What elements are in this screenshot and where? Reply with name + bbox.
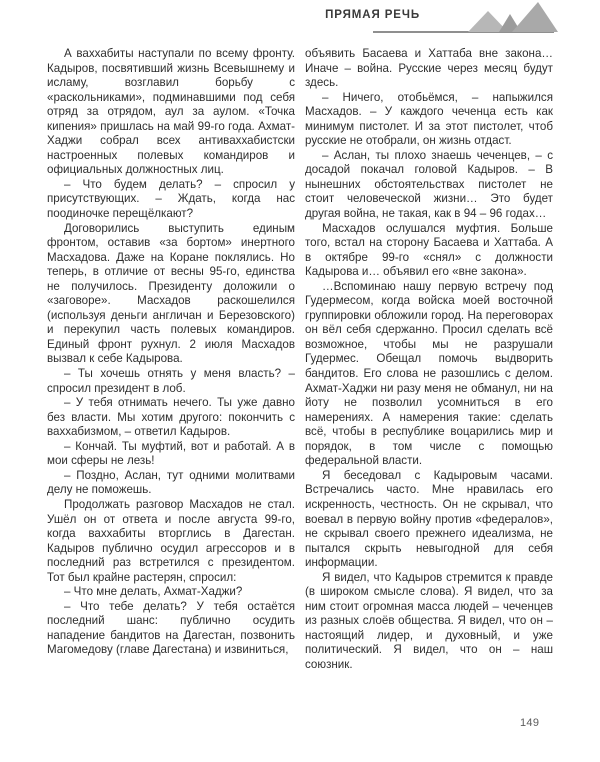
paragraph: – Кончай. Ты муфтий, вот и работай. А в мои сферы не лезь! <box>47 439 295 468</box>
paragraph: А ваххабиты наступали по всему фронту. Кадыров, посвятивший жизнь Всевышнему и исламу, возглавил борьбу с «раскольниками», подминавшими под себя отряд за отрядом, аул за аулом. «Точка кипения» пришлась на май 99-го года. Ахмат-Хаджи собрал всех антиваххабистски настроенных полевых командиров и официальных должностных лиц. <box>47 47 295 177</box>
paragraph: Договорились выступить единым фронтом, оставив «за бортом» инертного Масхадова. Даже на Коране поклялись. Но теперь, в отличие от весны 95-го, единства не получилось. Президенту доложили о «заговоре». Масхадов раскошелился (используя деньги англичан и Березовского) и перекупил часть полевых командиров. Единый фронт рухнул. 2 июля Масхадов вызвал к себе Кадырова. <box>47 221 295 366</box>
running-head-title: ПРЯМАЯ РЕЧЬ <box>325 9 420 21</box>
paragraph: – Что мне делать, Ахмат-Хаджи? <box>64 585 243 599</box>
paragraph: – Аслан, ты плохо знаешь чеченцев, – с досадой покачал головой Кадыров. – В нынешних обстоятельствах пистолет не стоит человеческой жизни… Это будет другая война, не такая, как в 94 – 96 годах… <box>305 148 553 221</box>
mountains-icon <box>466 2 558 32</box>
page-number: 149 <box>520 717 540 729</box>
paragraph: объявить Басаева и Хаттаба вне закона… Иначе – война. Русские через месяц будут здесь. <box>305 47 553 90</box>
running-head <box>0 0 600 40</box>
body-text-left-column <box>47 47 295 658</box>
paragraph: …Вспоминаю нашу первую встречу под Гудермесом, когда войска моей восточной группировки обложили город. На переговорах он вёл себя сдержанно. Просил сделать всё возможное, чтобы мы не разрушали Гудермес. Обещал помочь выдворить бандитов. Его слова не разошлись с делом. Ахмат-Хаджи ни разу меня не обманул, ни на йоту не позволил усомниться в его намерениях. А намерения такие: сделать всё, чтобы в республике воцарились мир и порядок, в том числе с помощью федеральной власти. <box>305 279 553 468</box>
paragraph: Я беседовал с Кадыровым часами. Встречались часто. Мне нравилась его искренность, честность. Он не скрывал, что воевал в первую войну против «федералов», не скрывал своего прежнего идеализма, не пытался скрыть невыгодной для себя информации. <box>305 468 553 570</box>
paragraph: Продолжать разговор Масхадов не стал. Ушёл он от ответа и после августа 99-го, когда ваххабиты вторглись в Дагестан. Кадыров публично осудил агрессоров и в последний раз встретился с президентом. Тот был крайне растерян, спросил: <box>47 497 295 584</box>
paragraph: – Что тебе делать? У тебя остаётся последний шанс: публично осудить нападение бандитов на Дагестан, позвонить Магомедову (главе Дагестана) и извиниться, <box>47 599 295 657</box>
paragraph: – У тебя отнимать нечего. Ты уже давно без власти. Мы хотим другого: покончить с ваххабизмом, – ответил Кадыров. <box>47 396 295 439</box>
paragraph: Масхадов ослушался муфтия. Больше того, встал на сторону Басаева и Хаттаба. А в октябре 99-го «снял» с должности Кадырова и… объявил его «вне закона». <box>305 221 553 279</box>
paragraph: – Ничего, отобьёмся, – напыжился Масхадов. – У каждого чеченца есть как минимум пистолет. И за этот пистолет, чтоб русские не отобрали, он жизнь отдаст. <box>305 90 553 148</box>
paragraph: Я видел, что Кадыров стремится к правде (в широком смысле слова). Я видел, что за ним стоит огромная масса людей – чеченцев из разных слоёв общества. Я видел, что он – настоящий лидер, и духовный, и уже политический. Я видел, что он – наш союзник. <box>305 570 553 671</box>
paragraph: – Что будем делать? – спросил у присутствующих. – Ждать, когда нас поодиночке перещёлкают? <box>47 177 295 221</box>
paragraph: – Поздно, Аслан, тут одними молитвами делу не поможешь. <box>47 468 295 497</box>
body-text-right-column <box>305 47 553 673</box>
paragraph: – Ты хочешь отнять у меня власть? – спросил президент в лоб. <box>47 367 295 395</box>
